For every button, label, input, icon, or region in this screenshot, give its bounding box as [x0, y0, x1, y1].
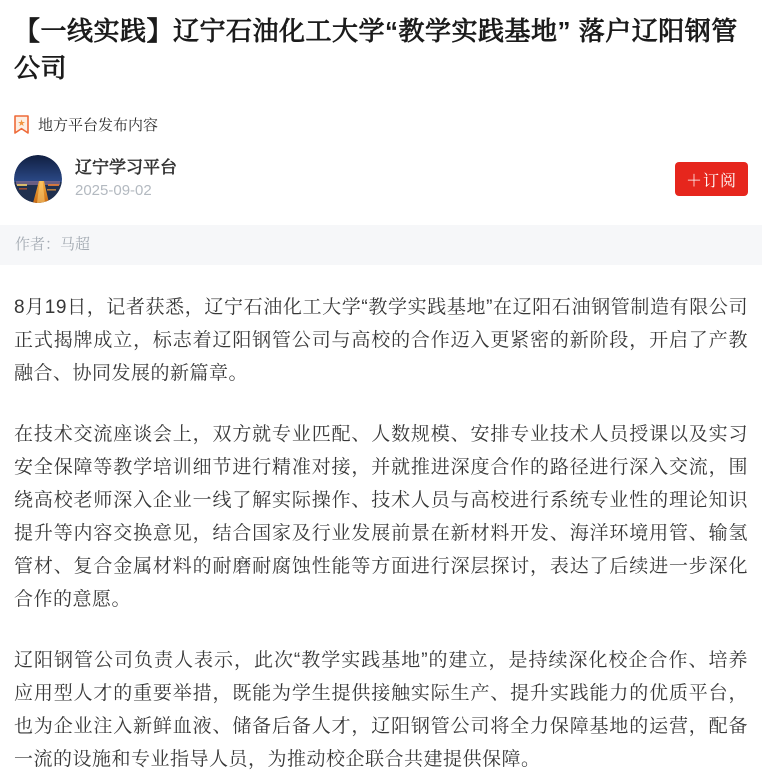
- svg-text:★: ★: [17, 117, 26, 128]
- article-paragraph: 辽阳钢管公司负责人表示，此次“教学实践基地”的建立，是持续深化校企合作、培养应用型人才的重要举措，既能为学生提供接触实际生产、提升实践能力的优质平台，也为企业注入新鲜血液、储备后备人才，辽阳钢管公司将全力保障基地的运营，配备一流的设施和专业指导人员，为推动校企联合共建提供保障。: [14, 650, 748, 770]
- source-badge-label: 地方平台发布内容: [38, 116, 159, 134]
- article-paragraph: 8月19日，记者获悉，辽宁石油化工大学“教学实践基地”在辽阳石油钢管制造有限公司正式揭牌成立，标志着辽阳钢管公司与高校的合作迈入更紧密的新阶段，开启了产教融合、协同发展的新篇章。: [14, 297, 748, 384]
- article-body: [0, 291, 762, 776]
- author-bar: [0, 225, 762, 265]
- avatar[interactable]: [14, 155, 62, 203]
- publisher-row: [0, 155, 762, 203]
- source-badge: [0, 114, 762, 134]
- publisher-name[interactable]: 辽宁学习平台: [75, 158, 177, 177]
- article-paragraph: 在技术交流座谈会上，双方就专业匹配、人数规模、安排专业技术人员授课以及实习安全保障等教学培训细节进行精准对接，并就推进深度合作的路径进行深入交流，围绕高校老师深入企业一线了解实际操作、技术人员与高校进行系统专业性的理论知识提升等内容交换意见，结合国家及行业发展前景在新材料开发、海洋环境用管、输氢管材、复合金属材料的耐磨耐腐蚀性能等方面进行深层探讨，表达了后续进一步深化合作的意愿。: [14, 424, 748, 610]
- publish-date: 2025-09-02: [75, 182, 152, 199]
- author-label: 作者：马超: [15, 236, 91, 253]
- article-title: 【一线实践】辽宁石油化工大学“教学实践基地” 落户辽阳钢管公司: [14, 16, 738, 83]
- publisher-info: [75, 157, 177, 201]
- subscribe-button[interactable]: ＋订阅: [675, 162, 748, 196]
- ribbon-star-icon: [14, 115, 29, 134]
